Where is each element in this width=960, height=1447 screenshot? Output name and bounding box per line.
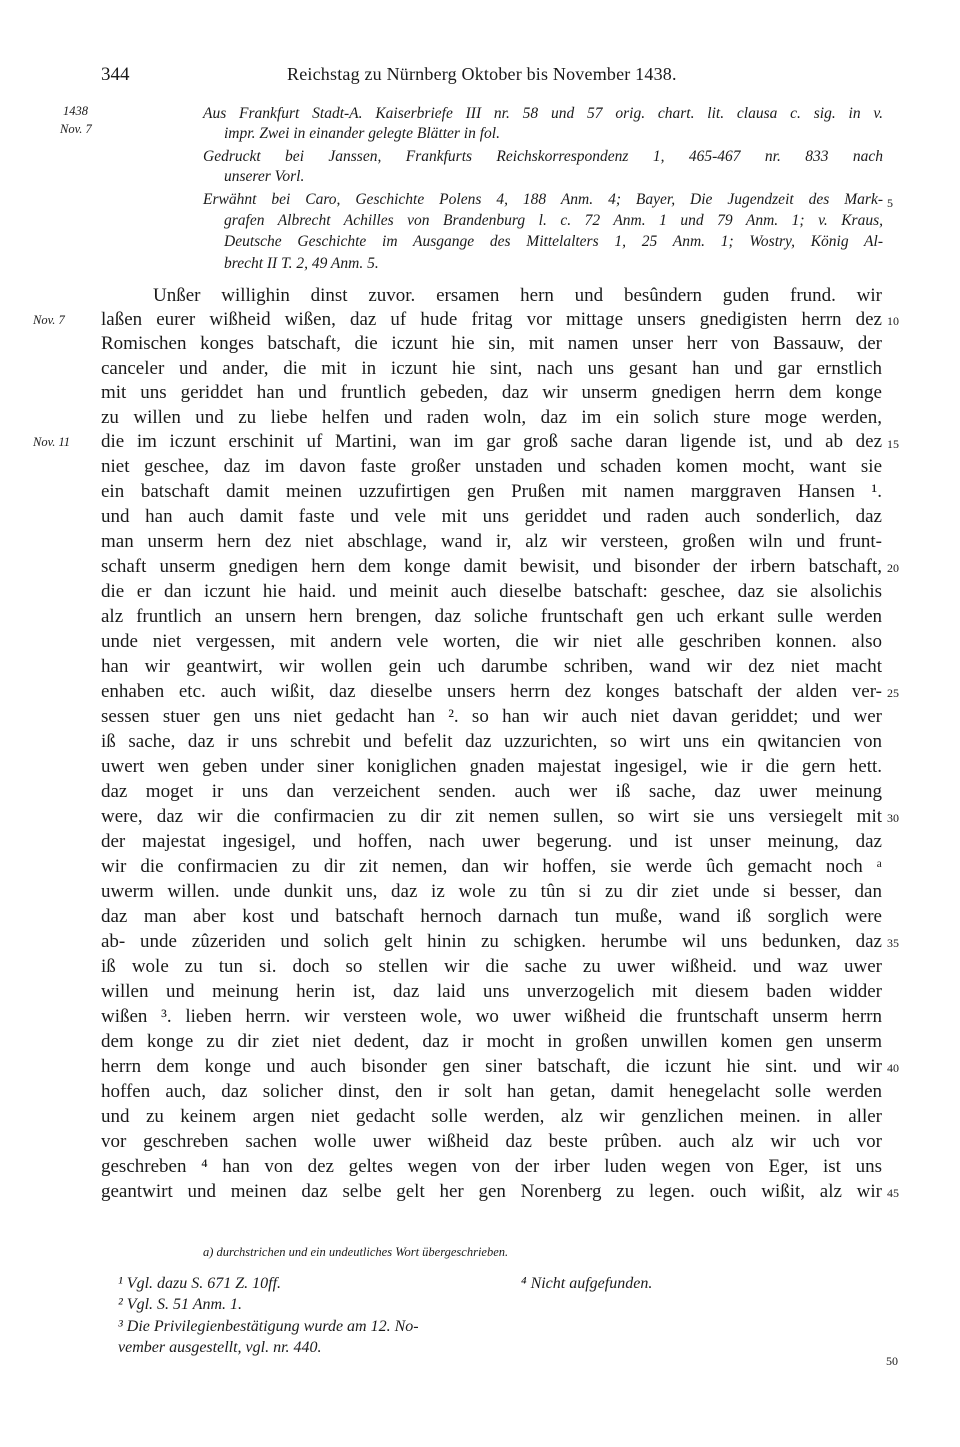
body-line: geschreben ⁴ han von dez geltes wegen von der irber luden wegen von Eger, ist uns: [101, 1156, 882, 1177]
source-note-line: Erwähnt bei Caro, Geschichte Polens 4, 188 Anm. 4; Bayer, Die Jugendzeit des Mark-: [203, 191, 883, 208]
running-title: Reichstag zu Nürnberg Oktober bis November 1438.: [287, 64, 677, 84]
footnote-2: ² Vgl. S. 51 Anm. 1.: [118, 1296, 243, 1313]
body-line: enhaben etc. auch wißit, daz dieselbe unsers herrn dez konges batschaft der alden ver-: [101, 681, 882, 702]
line-number: 40: [887, 1061, 899, 1075]
footnote-3-cont: vember ausgestellt, vgl. nr. 440.: [118, 1339, 322, 1356]
body-line: der majestat ingesigel, und hoffen, nach uwer begerung. und ist unser meinung, daz: [101, 831, 882, 852]
body-line: und zu keinem argen niet gedacht solle werden, alz wir genzlichen meinen. in aller: [101, 1106, 882, 1127]
line-number: 5: [887, 196, 893, 210]
source-note-line: brecht II T. 2, 49 Anm. 5.: [224, 255, 379, 272]
margin-date-year: 1438: [63, 104, 88, 118]
body-line: dem konge zu dir ziet niet dedent, daz ir mocht in großen unwillen komen gen unserm: [101, 1031, 882, 1052]
source-note-line: Deutsche Geschichte im Ausgange des Mittelalters 1, 25 Anm. 1; Wostry, König Al-: [224, 233, 883, 250]
body-line: und han auch damit faste und vele mit uns geriddet und raden auch sonderlich, daz: [101, 506, 882, 527]
body-line: uwert wen geben under siner koniglichen gnaden majestat ingesigel, wie ir die gern hett.: [101, 756, 882, 777]
body-line: were, daz wir die confirmacien zu dir zit nemen sullen, so wirt sie uns versiegelt mit: [101, 806, 882, 827]
line-number: 10: [887, 314, 899, 328]
margin-date-nov7: Nov. 7: [33, 313, 65, 327]
body-line: hoffen auch, daz solicher dinst, den ir solt han getan, damit henegelacht solle werden: [101, 1081, 882, 1102]
line-number: 25: [887, 686, 899, 700]
body-line: daz man aber kost und batschaft hernoch darnach tun muße, wand iß sorglich were: [101, 906, 882, 927]
source-note-line: Gedruckt bei Janssen, Frankfurts Reichskorrespondenz 1, 465-467 nr. 833 nach: [203, 148, 883, 165]
body-line: iß wole zu tun si. doch so stellen wir die sache zu uwer wißheid. und waz uwer: [101, 956, 882, 977]
source-note-line: impr. Zwei in einander gelegte Blätter in fol.: [224, 125, 500, 142]
body-line: wißen ³. lieben herrn. wir versteen wole, wo uwer wißheid die fruntschaft unserm herrn: [101, 1006, 882, 1027]
line-number: 50: [886, 1354, 898, 1368]
body-line: wir die confirmacien zu dir zit nemen, dan wir hoffen, sie werde ûch gemacht noch ᵃ: [101, 856, 882, 877]
source-note-line: grafen Albrecht Achilles von Brandenburg l. c. 72 Anm. 1 und 79 Anm. 1; v. Kraus,: [224, 212, 883, 229]
body-line: iß sache, daz ir uns schrebit und befelit daz uzzurichten, so wirt uns ein qwitancien von: [101, 731, 882, 752]
line-number: 30: [887, 811, 899, 825]
body-line: man unserm hern dez niet abschlage, wand ir, alz wir versteen, großen wiln und frunt-: [101, 531, 882, 552]
body-line: laßen eurer wißheid wißen, daz uf hude fritag vor mittage unsers gnedigisten herrn dez: [101, 309, 882, 330]
body-line: willen und meinung herin ist, daz laid uns unverzogelich mit diesem baden widder: [101, 981, 882, 1002]
body-line: uwerm willen. unde dunkit uns, daz iz wole zu tûn si zu dir ziet unde si besser, dan: [101, 881, 882, 902]
body-line: die im iczunt erschinit uf Martini, wan im gar groß sache daran ligende ist, und ab dez: [101, 431, 882, 452]
body-line: ein batschaft damit meinen uzzufirtigen gen Prußen mit namen marggraven Hansen ¹.: [101, 481, 882, 502]
footnote-1: ¹ Vgl. dazu S. 671 Z. 10ff.: [118, 1275, 282, 1292]
source-note-line: Aus Frankfurt Stadt-A. Kaiserbriefe III nr. 58 und 57 orig. chart. lit. clausa c. sig. in v.: [203, 105, 883, 122]
footnote-4: ⁴ Nicht aufgefunden.: [521, 1275, 653, 1292]
source-note-line: unserer Vorl.: [224, 168, 305, 185]
body-line: schaft unserm gnedigen hern dem konge damit bewisit, und bisonder der irbern batschaft,: [101, 556, 882, 577]
line-number: 15: [887, 437, 899, 451]
body-line: geantwirt und meinen daz selbe gelt her gen Norenberg zu legen. ouch wißit, alz wir: [101, 1181, 882, 1202]
footnote-3: ³ Die Privilegienbestätigung wurde am 12. No-: [118, 1318, 419, 1335]
body-line: vor geschreben sachen wolle uwer wißheid daz beste prûben. auch alz wir uch vor: [101, 1131, 882, 1152]
line-number: 20: [887, 561, 899, 575]
body-line: Romischen konges batschaft, die iczunt hie sin, mit namen unser herr von Bassauw, der: [101, 333, 882, 354]
body-line: Unßer willighin dinst zuvor. ersamen hern und besûndern guden frund. wir: [153, 285, 882, 306]
body-line: canceler und ander, die mit in iczunt hie sint, nach uns gesant han und gar ernstlich: [101, 358, 882, 379]
margin-date-day: Nov. 7: [60, 122, 92, 136]
body-line: sessen stuer gen uns niet gedacht han ². so han wir auch niet davan geriddet; und wer: [101, 706, 882, 727]
body-line: zu willen und zu liebe helfen und raden woln, daz im ein solich sture moge werden,: [101, 407, 882, 428]
body-line: han wir geantwirt, wir wollen gein uch darumbe schriben, wand wir dez niet macht: [101, 656, 882, 677]
page-number: 344: [101, 64, 130, 85]
body-line: ab- unde zûzeriden und solich gelt hinin zu schigken. herumbe wil uns bedunken, daz: [101, 931, 882, 952]
body-line: unde niet vergessen, mit andern vele worten, die wir niet alle geschriben konnen. also: [101, 631, 882, 652]
body-line: die er dan iczunt hie haid. und meinit auch dieselbe batschaft: geschee, daz sie alsolichis: [101, 581, 882, 602]
line-number: 45: [887, 1186, 899, 1200]
margin-date-nov11: Nov. 11: [33, 435, 71, 449]
body-line: daz moget ir uns dan verzeichent senden. auch wer iß sache, daz uwer meinung: [101, 781, 882, 802]
body-line: niet geschee, daz im davon faste großer unstaden und schaden komen mocht, want sie: [101, 456, 882, 477]
line-number: 35: [887, 936, 899, 950]
body-line: alz fruntlich an unsern hern brengen, daz soliche fruntschaft gen uch erkant sulle werden: [101, 606, 882, 627]
body-line: mit uns geriddet han und fruntlich gebeden, daz wir unserm gnedigen herrn dem konge: [101, 382, 882, 403]
body-line: herrn dem konge und auch bisonder gen siner batschaft, die iczunt hie sint. und wir: [101, 1056, 882, 1077]
apparatus-note: a) durchstrichen und ein undeutliches Wort übergeschrieben.: [203, 1245, 509, 1259]
